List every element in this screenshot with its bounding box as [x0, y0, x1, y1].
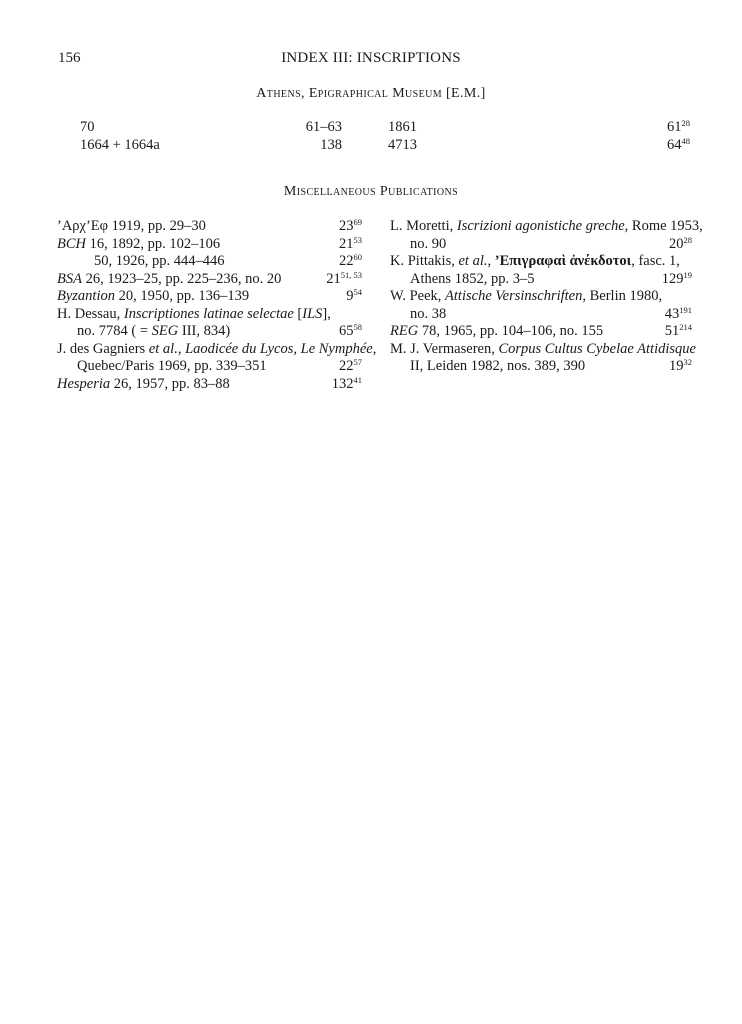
- inventory-number: 4713: [388, 137, 417, 153]
- page-reference: $23^{69}$: [339, 217, 362, 234]
- page-reference: $132^{41}$: [331, 374, 362, 392]
- page-reference: $51^{214}$: [664, 322, 692, 339]
- misc-left-column: [57, 217, 377, 393]
- page-reference: $22^{60}$: [339, 252, 362, 269]
- list-item: K. Pittakis, et al., ’Επιγραφαὶ ἀνέκδοτοι, fasc. 1, Athens 1852, pp. 3–5 $129^{19}$: [390, 253, 692, 287]
- page-reference: $21^{53}$: [339, 234, 362, 252]
- section-title-athens: Athens, Epigraphical Museum [E.M.]: [256, 86, 486, 101]
- athens-table: [80, 118, 690, 154]
- page-number: 156: [58, 50, 81, 66]
- table-row: [80, 118, 690, 136]
- inventory-number: 1664 + 1664a: [80, 137, 160, 153]
- running-head: INDEX III: INSCRIPTIONS: [281, 50, 461, 66]
- page-reference: 21$^{51, 53}$: [326, 269, 362, 287]
- page-reference: 61–63: [305, 119, 342, 135]
- misc-right-column: [390, 218, 703, 376]
- table-row: [80, 136, 690, 154]
- list-item: ’Αρχ’Εφ 1919, pp. 29–30 $23^{69}$: [57, 217, 362, 234]
- list-item: BSA 26, 1923–25, pp. 225–236, no. 20 21$^{51, 53}$: [57, 269, 362, 287]
- list-item: M. J. Vermaseren, Corpus Cultus Cybelae Attidisque II, Leiden 1982, nos. 389, 390 $19^{32}$: [390, 340, 696, 374]
- page-reference: $61^{28}$: [667, 118, 690, 135]
- list-item: H. Dessau, Inscriptiones latinae selectae [ILS], no. 7784 ( = SEG III, 834) $65^{58}$: [57, 305, 362, 339]
- list-item: 50, 1926, pp. 444–446 $22^{60}$: [94, 252, 362, 269]
- section-title-misc: Miscellaneous Publications: [283, 184, 459, 199]
- page-reference: $129^{19}$: [661, 269, 692, 287]
- list-item: Hesperia 26, 1957, pp. 83–88 $132^{41}$: [57, 374, 362, 392]
- page-reference: $20^{28}$: [669, 234, 692, 252]
- inventory-number: 70: [80, 119, 95, 135]
- page-reference: $43^{191}$: [664, 304, 692, 322]
- page-reference: 138: [320, 137, 342, 153]
- page-reference: $64^{48}$: [667, 136, 690, 153]
- page-reference: $19^{32}$: [669, 357, 692, 374]
- page-reference: $9^{54}$: [346, 287, 362, 304]
- list-item: REG 78, 1965, pp. 104–106, no. 155 $51^{214}$: [390, 322, 692, 339]
- list-item: BCH 16, 1892, pp. 102–106 $21^{53}$: [57, 234, 362, 252]
- page-reference: $65^{58}$: [339, 322, 362, 339]
- list-item: L. Moretti, Iscrizioni agonistiche greche, Rome 1953, no. 90 $20^{28}$: [390, 218, 703, 252]
- page-reference: $22^{57}$: [339, 357, 362, 374]
- inventory-number: 1861: [388, 119, 417, 135]
- list-item: J. des Gagniers et al., Laodicée du Lycos, Le Nymphée, Quebec/Paris 1969, pp. 339–351 $22^{57}$: [57, 340, 377, 374]
- list-item: Byzantion 20, 1950, pp. 136–139 $9^{54}$: [57, 287, 362, 304]
- list-item: W. Peek, Attische Versinschriften, Berlin 1980, no. 38 $43^{191}$: [390, 288, 692, 322]
